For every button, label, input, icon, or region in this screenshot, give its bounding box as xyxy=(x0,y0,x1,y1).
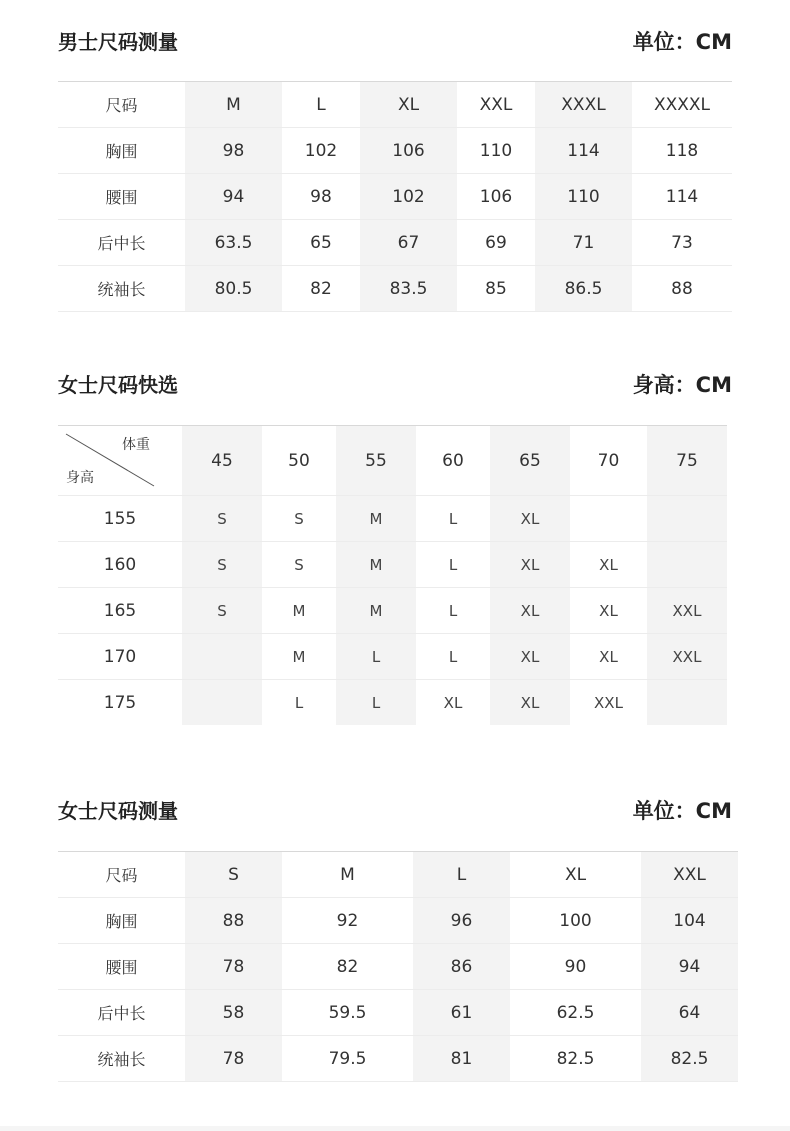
table-cell: 92 xyxy=(282,898,413,944)
size-cell: L xyxy=(336,634,416,680)
size-cell: XL xyxy=(490,542,570,588)
column-header: 尺码 xyxy=(58,852,185,898)
footer-divider xyxy=(0,1126,790,1131)
size-cell: M xyxy=(336,588,416,634)
women-quick-unit: 身高：CM xyxy=(632,373,732,397)
size-cell: L xyxy=(416,496,490,542)
size-cell: S xyxy=(262,542,336,588)
size-cell: S xyxy=(182,588,262,634)
size-cell: XL xyxy=(490,680,570,726)
column-header: XL xyxy=(360,82,457,128)
row-label: 统袖长 xyxy=(58,1036,185,1082)
table-cell: 63.5 xyxy=(185,220,282,266)
weight-header: 70 xyxy=(570,426,647,496)
column-header: XXXXL xyxy=(632,82,732,128)
weight-header: 65 xyxy=(490,426,570,496)
table-row xyxy=(58,174,732,220)
table-cell: 106 xyxy=(457,174,535,220)
table-cell: 82 xyxy=(282,944,413,990)
men-section-unit: 单位：CM xyxy=(632,30,732,54)
women-quick-table xyxy=(58,425,727,725)
table-cell: 62.5 xyxy=(510,990,641,1036)
table-cell: 82.5 xyxy=(641,1036,738,1082)
table-row xyxy=(58,220,732,266)
size-cell: XL xyxy=(490,496,570,542)
men-section-header xyxy=(58,27,732,57)
table-cell: 90 xyxy=(510,944,641,990)
men-header-row xyxy=(58,82,732,128)
table-cell: 80.5 xyxy=(185,266,282,312)
size-cell: XL xyxy=(443,693,463,712)
women-header-row xyxy=(58,852,738,898)
row-label: 后中长 xyxy=(58,220,185,266)
size-cell: S xyxy=(182,496,262,542)
size-cell: XXL xyxy=(647,634,727,680)
table-cell: 94 xyxy=(641,944,738,990)
table-cell: 85 xyxy=(457,266,535,312)
size-cell: XL xyxy=(490,588,570,634)
table-cell: 64 xyxy=(641,990,738,1036)
table-row xyxy=(58,588,727,634)
table-cell: 82.5 xyxy=(510,1036,641,1082)
table-row xyxy=(58,128,732,174)
table-row xyxy=(58,634,727,680)
row-label: 胸围 xyxy=(58,898,185,944)
table-row xyxy=(58,990,738,1036)
size-cell: L xyxy=(336,680,416,726)
men-size-section xyxy=(58,27,732,312)
table-cell: 106 xyxy=(360,128,457,174)
weight-header: 45 xyxy=(182,426,262,496)
table-cell: 71 xyxy=(535,220,632,266)
table-row xyxy=(58,542,727,588)
table-row xyxy=(58,680,727,726)
column-header: XXL xyxy=(457,82,535,128)
size-cell: XL xyxy=(570,542,647,588)
height-label: 155 xyxy=(58,496,182,542)
corner-weight-label: 体重 xyxy=(122,437,150,453)
women-quick-title: 女士尺码快选 xyxy=(58,373,178,397)
size-cell: S xyxy=(182,542,262,588)
size-cell: XL xyxy=(490,634,570,680)
height-label: 160 xyxy=(58,542,182,588)
table-cell: 94 xyxy=(185,174,282,220)
table-cell: 86.5 xyxy=(535,266,632,312)
size-cell xyxy=(182,634,262,680)
table-row xyxy=(58,944,738,990)
women-size-section xyxy=(58,796,732,1081)
size-cell: XXL xyxy=(594,693,623,712)
table-cell: 79.5 xyxy=(282,1036,413,1082)
size-cell xyxy=(647,680,727,726)
table-cell: 114 xyxy=(632,174,732,220)
table-cell: 58 xyxy=(185,990,282,1036)
table-cell: 98 xyxy=(185,128,282,174)
size-cell: L xyxy=(416,634,490,680)
table-cell: 65 xyxy=(282,220,360,266)
table-row xyxy=(58,266,732,312)
size-cell: M xyxy=(336,542,416,588)
table-cell: 61 xyxy=(413,990,510,1036)
weight-header: 50 xyxy=(262,426,336,496)
size-cell: L xyxy=(416,542,490,588)
size-cell xyxy=(647,496,727,542)
corner-height-label: 身高 xyxy=(66,470,94,486)
table-row xyxy=(58,496,727,542)
women-quick-header xyxy=(58,370,732,400)
table-cell: 78 xyxy=(185,944,282,990)
column-header: 尺码 xyxy=(58,82,185,128)
column-header: L xyxy=(282,82,360,128)
table-cell: 100 xyxy=(510,898,641,944)
table-cell: 83.5 xyxy=(360,266,457,312)
size-cell: M xyxy=(262,588,336,634)
table-cell: 59.5 xyxy=(282,990,413,1036)
men-size-table xyxy=(58,81,732,312)
table-cell: 102 xyxy=(360,174,457,220)
column-header: L xyxy=(413,852,510,898)
table-cell: 114 xyxy=(535,128,632,174)
weight-header: 75 xyxy=(647,426,727,496)
women-quick-section xyxy=(58,370,732,725)
column-header: XXXL xyxy=(535,82,632,128)
table-cell: 86 xyxy=(413,944,510,990)
women-section-header xyxy=(58,796,732,826)
table-cell: 96 xyxy=(413,898,510,944)
women-quick-header-row xyxy=(58,426,727,496)
column-header: S xyxy=(185,852,282,898)
weight-header: 60 xyxy=(416,426,490,496)
women-section-unit: 单位：CM xyxy=(632,799,732,823)
column-header: XXL xyxy=(641,852,738,898)
size-cell: S xyxy=(262,496,336,542)
table-cell: 81 xyxy=(413,1036,510,1082)
size-cell xyxy=(182,680,262,726)
women-section-title: 女士尺码测量 xyxy=(58,799,178,823)
table-cell: 110 xyxy=(457,128,535,174)
table-row xyxy=(58,898,738,944)
table-cell: 78 xyxy=(185,1036,282,1082)
row-label: 统袖长 xyxy=(58,266,185,312)
size-cell xyxy=(647,542,727,588)
height-label: 175 xyxy=(103,692,137,713)
women-size-table xyxy=(58,851,738,1082)
table-cell: 69 xyxy=(457,220,535,266)
weight-height-corner xyxy=(58,426,182,496)
weight-header: 55 xyxy=(336,426,416,496)
table-row xyxy=(58,1036,738,1082)
table-cell: 102 xyxy=(282,128,360,174)
size-cell: L xyxy=(294,693,304,712)
row-label: 后中长 xyxy=(58,990,185,1036)
men-section-title: 男士尺码测量 xyxy=(58,30,178,54)
size-cell: XXL xyxy=(647,588,727,634)
column-header: XL xyxy=(510,852,641,898)
table-cell: 88 xyxy=(632,266,732,312)
row-label: 腰围 xyxy=(58,944,185,990)
table-cell: 67 xyxy=(360,220,457,266)
column-header: M xyxy=(185,82,282,128)
column-header: M xyxy=(282,852,413,898)
table-cell: 82 xyxy=(282,266,360,312)
size-cell: M xyxy=(262,634,336,680)
height-label: 165 xyxy=(58,588,182,634)
size-cell: M xyxy=(336,496,416,542)
size-cell: XL xyxy=(570,588,647,634)
size-cell: XL xyxy=(570,634,647,680)
table-cell: 73 xyxy=(632,220,732,266)
table-cell: 98 xyxy=(282,174,360,220)
size-cell: L xyxy=(416,588,490,634)
table-cell: 104 xyxy=(641,898,738,944)
row-label: 腰围 xyxy=(58,174,185,220)
height-label: 170 xyxy=(58,634,182,680)
table-cell: 88 xyxy=(185,898,282,944)
size-cell xyxy=(570,496,647,542)
table-cell: 110 xyxy=(535,174,632,220)
row-label: 胸围 xyxy=(58,128,185,174)
table-cell: 118 xyxy=(632,128,732,174)
